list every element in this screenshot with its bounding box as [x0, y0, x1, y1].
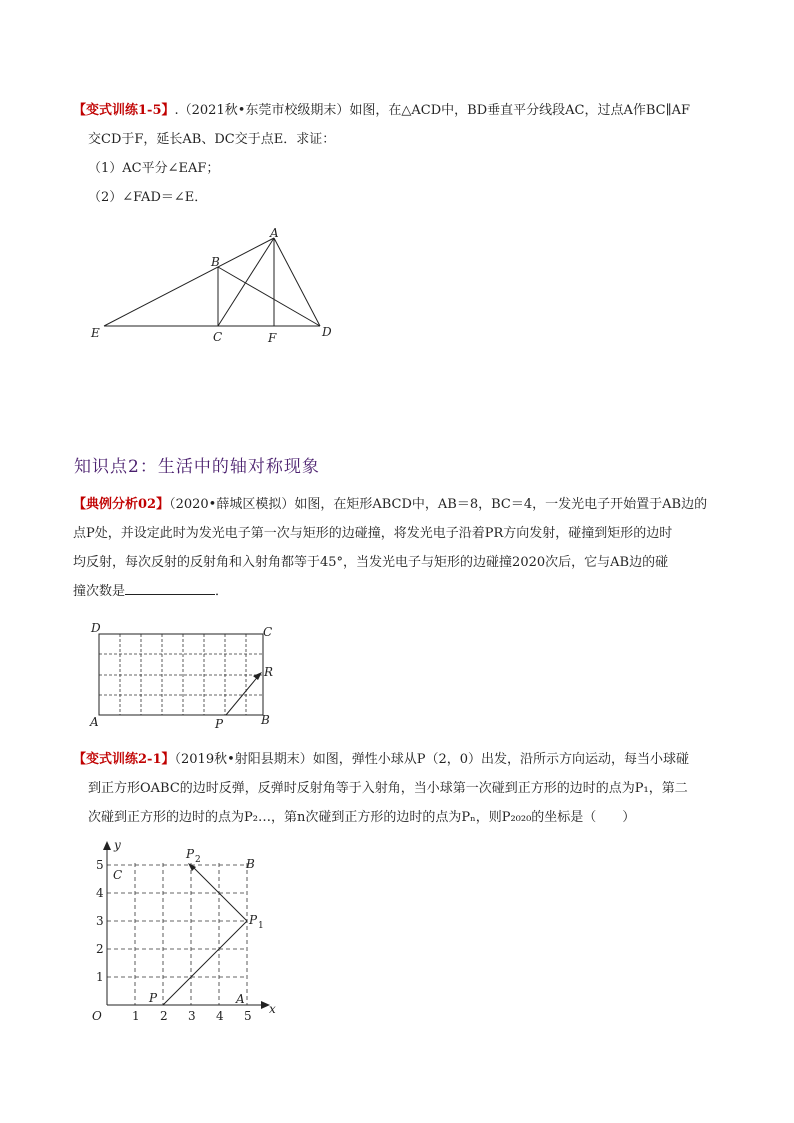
label-a: A: [236, 992, 245, 1006]
y-axis-label: y: [114, 838, 121, 852]
y-tick-5: 5: [96, 858, 104, 872]
problem-02: [73, 490, 728, 606]
problem-2-1-line-1: [73, 745, 728, 774]
problem-1-5-item-1: （1）AC平分∠EAF；: [88, 161, 220, 176]
problem-text: 如图，在矩形ABCD中，AB＝8，BC＝4，一发光电子开始置于AB边的: [294, 497, 708, 512]
label-c: C: [113, 868, 123, 882]
problem-02-line-4: [73, 577, 728, 606]
label-e: E: [91, 326, 100, 340]
y-tick-3: 3: [96, 914, 104, 928]
label-f: F: [268, 331, 277, 345]
label-p: P: [149, 991, 158, 1005]
problem-text-end: ．: [215, 584, 229, 599]
label-p2-sub: 2: [195, 855, 201, 865]
problem-text: 撞次数是: [73, 584, 126, 599]
label-p: P: [215, 717, 224, 731]
problem-source: （2019秋•射阳县期末）: [174, 752, 313, 767]
problem-1-5-line-2: 交CD于F，延长AB、DC交于点E．求证：: [88, 132, 336, 147]
answer-blank[interactable]: [125, 580, 215, 595]
problem-text: 如图，在△ACD中，BD垂直平分线段AC，过点A作BC∥AF: [349, 103, 690, 118]
y-tick-2: 2: [96, 942, 104, 956]
label-c: C: [213, 330, 223, 344]
x-tick-2: 2: [160, 1009, 168, 1023]
x-tick-5: 5: [244, 1009, 252, 1023]
arrow-head: [253, 672, 262, 680]
problem-tag: 【变式训练1-5】: [73, 103, 175, 118]
label-p1-sub: 1: [258, 921, 264, 931]
problem-source: .（2021秋•东莞市校级期末）: [174, 103, 350, 118]
label-c: C: [263, 625, 273, 639]
problem-02-line-2: 点P处，并设定此时为发光电子第一次与矩形的边碰撞，将发光电子沿着PR方向发射，碰撞到矩形的边时: [73, 526, 673, 541]
x-tick-4: 4: [216, 1009, 224, 1023]
problem-02-line-3: 均反射，每次反射的反射角和入射角都等于45°，当发光电子与矩形的边碰撞2020次后，它与AB边的碰: [73, 555, 669, 570]
rectangle-abcd: [99, 634, 263, 715]
label-a: A: [90, 715, 99, 729]
label-p2: P: [186, 847, 195, 861]
problem-02-line-1: [73, 490, 728, 519]
x-axis-label: x: [269, 1002, 276, 1016]
origin-label: O: [92, 1009, 102, 1023]
y-tick-4: 4: [96, 886, 104, 900]
section-title: 知识点2：生活中的轴对称现象: [74, 457, 320, 477]
problem-1-5-item-2: （2）∠FAD＝∠E．: [88, 190, 208, 205]
label-a: A: [270, 226, 279, 240]
segment-ca: [218, 238, 274, 326]
triangle-figure: [88, 228, 348, 348]
problem-tag: 【变式训练2-1】: [73, 752, 175, 767]
x-tick-1: 1: [132, 1009, 140, 1023]
path-pr: [226, 674, 260, 715]
label-r: R: [264, 665, 274, 679]
label-d: D: [322, 325, 332, 339]
y-tick-1: 1: [96, 970, 104, 984]
y-axis-arrow: [103, 841, 111, 850]
label-p1: P: [249, 913, 258, 927]
label-b: B: [246, 857, 255, 871]
problem-1-5: [73, 96, 728, 212]
ball-path: [163, 865, 247, 1005]
problem-source: （2020•薛城区模拟）: [169, 497, 295, 512]
problem-text: 如图，弹性小球从P（2，0）出发，沿所示方向运动，每当小球碰: [312, 752, 690, 767]
problem-2-1-line-3: 次碰到正方形的边时的点为P₂…，第n次碰到正方形的边时的点为Pₙ，则P₂₀₂₀的坐标是（ ）: [88, 810, 636, 825]
label-b: B: [261, 713, 270, 727]
label-b: B: [211, 255, 220, 269]
segment-ea: [104, 238, 274, 326]
coordinate-grid-figure: [88, 838, 288, 1028]
x-tick-3: 3: [188, 1009, 196, 1023]
problem-2-1-line-2: 到正方形OABC的边时反弹，反弹时反射角等于入射角，当小球第一次碰到正方形的边时的点为P₁，第二: [88, 781, 688, 796]
rectangle-grid-figure: [86, 620, 286, 730]
problem-tag: 【典例分析02】: [73, 497, 170, 512]
problem-1-5-line-1: [73, 96, 728, 125]
problem-2-1: [73, 745, 728, 832]
label-d: D: [91, 621, 101, 635]
